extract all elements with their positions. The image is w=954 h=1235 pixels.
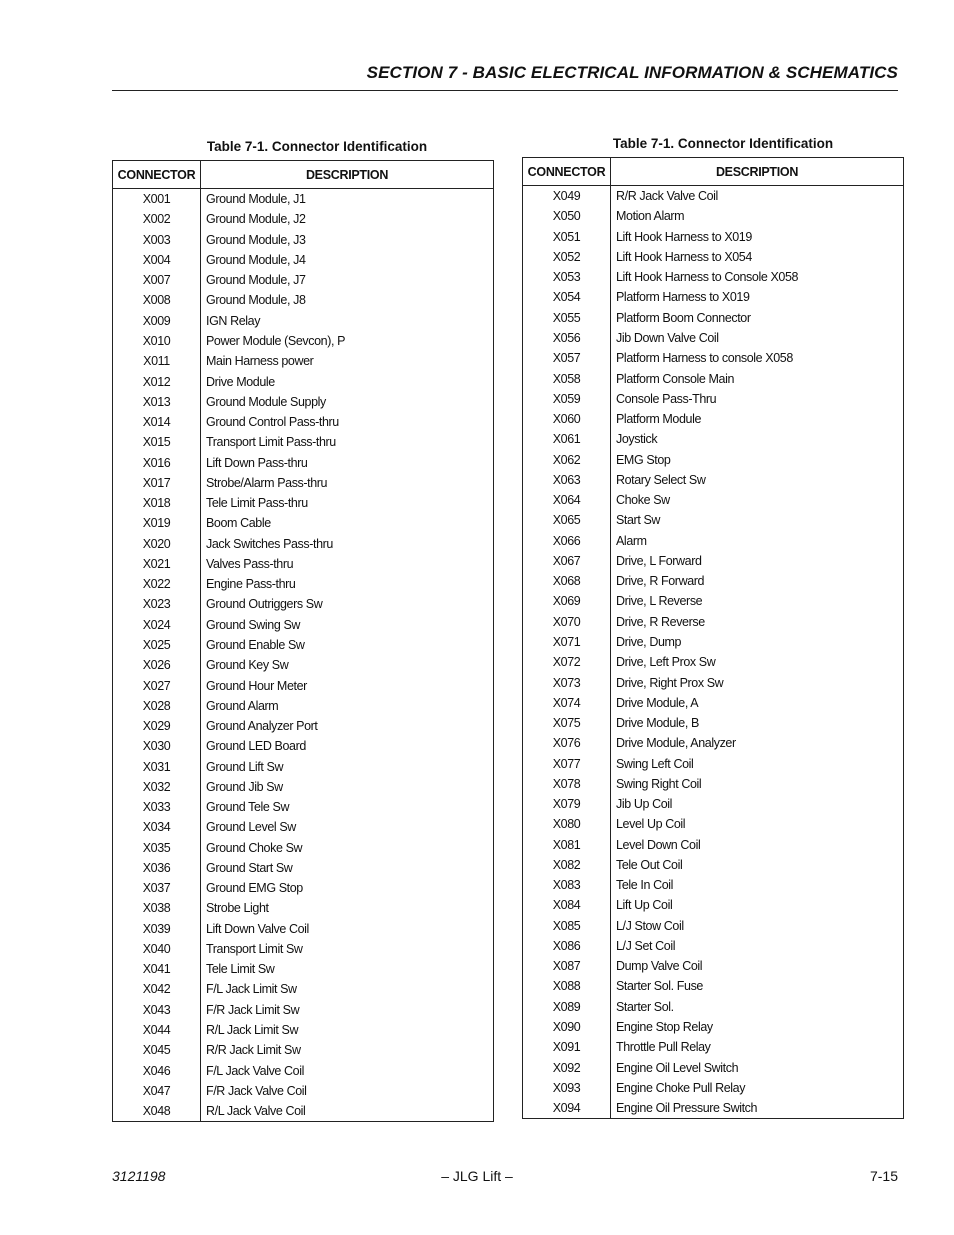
connector-id: X053: [523, 267, 611, 287]
table-row: [113, 716, 494, 736]
connector-description: Ground EMG Stop: [206, 881, 303, 896]
connector-description: Ground LED Board: [206, 739, 306, 754]
connector-description: EMG Stop: [616, 452, 671, 467]
table-row: [523, 247, 904, 267]
connector-description: Engine Choke Pull Relay: [616, 1080, 746, 1095]
connector-id: X060: [523, 409, 611, 429]
header-rule: [112, 90, 898, 91]
connector-id: X018: [113, 493, 201, 513]
connector-id: X055: [523, 308, 611, 328]
connector-id: X048: [113, 1101, 201, 1122]
connector-description: Tele Out Coil: [616, 857, 683, 872]
table-row: [113, 979, 494, 999]
connector-id: X064: [523, 490, 611, 510]
connector-id: X027: [113, 675, 201, 695]
connector-id: X080: [523, 814, 611, 834]
connector-id: X085: [523, 916, 611, 936]
table-row: [113, 736, 494, 756]
connector-description: Ground Module Supply: [206, 394, 326, 409]
connector-description: Level Up Coil: [616, 817, 686, 832]
connector-description: Drive, Dump: [616, 634, 682, 649]
connector-description: Ground Hour Meter: [206, 678, 307, 693]
connector-id: X017: [113, 473, 201, 493]
connector-id: X024: [113, 615, 201, 635]
connector-id: X010: [113, 331, 201, 351]
connector-description: L/J Stow Coil: [616, 918, 684, 933]
connector-id: X090: [523, 1017, 611, 1037]
left-table-block: [112, 138, 494, 1122]
table-row: [113, 311, 494, 331]
connector-id: X063: [523, 470, 611, 490]
connector-description: Swing Right Coil: [616, 776, 702, 791]
connector-description: Console Pass-Thru: [616, 391, 717, 406]
connector-description: Platform Console Main: [616, 371, 735, 386]
connector-column-header: CONNECTOR: [523, 158, 611, 186]
page-number: 7-15: [869, 1168, 898, 1184]
table-header-row: [113, 161, 494, 189]
table-row: [523, 227, 904, 247]
connector-description: Drive, R Reverse: [616, 614, 705, 629]
table-row: [113, 615, 494, 635]
connector-id: X002: [113, 209, 201, 229]
connector-description: Dump Valve Coil: [616, 959, 703, 974]
table-row: [113, 189, 494, 210]
connector-description: Tele Limit Sw: [206, 962, 275, 977]
connector-id: X084: [523, 895, 611, 915]
connector-id: X044: [113, 1020, 201, 1040]
connector-description: Engine Oil Pressure Switch: [616, 1101, 758, 1116]
connector-description: Power Module (Sevcon), P: [206, 333, 346, 348]
table-row: [113, 331, 494, 351]
connector-description: IGN Relay: [206, 313, 261, 328]
connector-description: Drive, R Forward: [616, 574, 705, 589]
connector-description: Ground Alarm: [206, 698, 279, 713]
connector-description: Drive Module, B: [616, 716, 699, 731]
table-row: [113, 371, 494, 391]
table-row: [113, 351, 494, 371]
table-row: [523, 206, 904, 226]
table-row: [113, 635, 494, 655]
connector-description: Transport Limit Sw: [206, 941, 303, 956]
connector-description: Jib Up Coil: [616, 797, 673, 812]
table-row: [523, 1057, 904, 1077]
table-row: [523, 186, 904, 207]
table-row: [523, 875, 904, 895]
connector-id: X003: [113, 230, 201, 250]
description-column-header: DESCRIPTION: [201, 161, 494, 189]
connector-description: Jib Down Valve Coil: [616, 330, 719, 345]
connector-description: Drive Module, Analyzer: [616, 736, 736, 751]
table-row: [523, 916, 904, 936]
connector-id: X008: [113, 290, 201, 310]
connector-id: X036: [113, 858, 201, 878]
connector-description: R/L Jack Limit Sw: [206, 1023, 299, 1038]
connector-description: R/R Jack Limit Sw: [206, 1043, 301, 1058]
table-row: [113, 392, 494, 412]
connector-id: X035: [113, 838, 201, 858]
connector-id: X021: [113, 554, 201, 574]
connector-id: X075: [523, 713, 611, 733]
table-row: [523, 693, 904, 713]
connector-description: Ground Module, J3: [206, 232, 306, 247]
table-row: [113, 473, 494, 493]
connector-description: Ground Enable Sw: [206, 637, 305, 652]
connector-description: Lift Hook Harness to Console X058: [616, 270, 799, 285]
connector-description: Motion Alarm: [616, 209, 685, 224]
connector-description: Tele In Coil: [616, 878, 674, 893]
connector-description: Lift Down Pass-thru: [206, 455, 308, 470]
connector-description: R/R Jack Valve Coil: [616, 189, 718, 204]
connector-description: F/R Jack Valve Coil: [206, 1083, 307, 1098]
table-row: [523, 733, 904, 753]
connector-id: X072: [523, 652, 611, 672]
connector-description: Engine Pass-thru: [206, 577, 296, 592]
table-row: [523, 449, 904, 469]
table-row: [113, 493, 494, 513]
connector-description: Drive, L Forward: [616, 553, 702, 568]
connector-id: X032: [113, 777, 201, 797]
table-row: [113, 898, 494, 918]
connector-id: X054: [523, 287, 611, 307]
table-row: [113, 655, 494, 675]
connector-description: Ground Start Sw: [206, 860, 293, 875]
table-row: [113, 594, 494, 614]
connector-id: X077: [523, 753, 611, 773]
table-row: [113, 919, 494, 939]
connector-description: Ground Module, J1: [206, 192, 306, 207]
connector-id: X092: [523, 1057, 611, 1077]
connector-id: X012: [113, 371, 201, 391]
connector-id: X062: [523, 449, 611, 469]
connector-id: X025: [113, 635, 201, 655]
table-row: [113, 1040, 494, 1060]
table-row: [523, 672, 904, 692]
table-row: [523, 774, 904, 794]
table-row: [523, 855, 904, 875]
table-row: [523, 409, 904, 429]
connector-id: X074: [523, 693, 611, 713]
connector-description: Tele Limit Pass-thru: [206, 496, 308, 511]
table-body: [523, 186, 904, 1119]
connector-description: Level Down Coil: [616, 837, 701, 852]
connector-id: X046: [113, 1060, 201, 1080]
connector-id: X091: [523, 1037, 611, 1057]
connector-id: X011: [113, 351, 201, 371]
connector-id: X001: [113, 189, 201, 210]
connector-description: Engine Stop Relay: [616, 1020, 713, 1035]
connector-description: Valves Pass-thru: [206, 556, 294, 571]
table-row: [523, 510, 904, 530]
connector-id: X030: [113, 736, 201, 756]
connector-column-header: CONNECTOR: [113, 161, 201, 189]
connector-id: X089: [523, 997, 611, 1017]
connector-description: L/J Set Coil: [616, 938, 676, 953]
connector-description: Drive Module, A: [616, 695, 699, 710]
connector-description: Ground Analyzer Port: [206, 719, 318, 734]
connector-description: Throttle Pull Relay: [616, 1040, 711, 1055]
table-row: [523, 956, 904, 976]
table-row: [113, 270, 494, 290]
connector-description: Ground Choke Sw: [206, 840, 303, 855]
table-caption: Table 7-1. Connector Identification: [206, 139, 428, 154]
table-row: [523, 429, 904, 449]
table-row: [113, 1060, 494, 1080]
table-row: [113, 574, 494, 594]
connector-id: X028: [113, 696, 201, 716]
table-row: [113, 838, 494, 858]
connector-description: Main Harness power: [206, 354, 314, 369]
connector-description: Swing Left Coil: [616, 756, 694, 771]
connector-description: Lift Hook Harness to X054: [616, 249, 752, 264]
connector-id: X081: [523, 835, 611, 855]
table-row: [113, 858, 494, 878]
table-row: [113, 696, 494, 716]
table-row: [523, 308, 904, 328]
connector-id: X004: [113, 250, 201, 270]
connector-id: X026: [113, 655, 201, 675]
table-row: [113, 554, 494, 574]
connector-id: X094: [523, 1098, 611, 1119]
connector-description: F/R Jack Limit Sw: [206, 1002, 300, 1017]
right-table-block: [522, 135, 904, 1119]
table-row: [113, 675, 494, 695]
connector-id: X009: [113, 311, 201, 331]
connector-description: R/L Jack Valve Coil: [206, 1104, 306, 1119]
table-row: [523, 753, 904, 773]
table-row: [113, 513, 494, 533]
table-row: [113, 209, 494, 229]
connector-id: X051: [523, 227, 611, 247]
connector-description: Start Sw: [616, 513, 661, 528]
connector-id: X058: [523, 368, 611, 388]
connector-description: Strobe Light: [206, 901, 269, 916]
connector-table-right: [522, 157, 904, 1119]
connector-id: X037: [113, 878, 201, 898]
connector-description: Starter Sol. Fuse: [616, 979, 703, 994]
connector-description: Platform Harness to X019: [616, 290, 750, 305]
connector-id: X041: [113, 959, 201, 979]
table-header-row: [523, 158, 904, 186]
table-row: [113, 939, 494, 959]
table-caption: Table 7-1. Connector Identification: [612, 136, 834, 151]
table-row: [113, 878, 494, 898]
table-row: [113, 777, 494, 797]
connector-description: Ground Module, J2: [206, 212, 306, 227]
table-row: [523, 652, 904, 672]
table-row: [113, 412, 494, 432]
connector-id: X078: [523, 774, 611, 794]
table-row: [523, 571, 904, 591]
table-row: [113, 432, 494, 452]
description-column-header: DESCRIPTION: [611, 158, 904, 186]
connector-id: X079: [523, 794, 611, 814]
table-row: [523, 287, 904, 307]
table-row: [113, 290, 494, 310]
connector-description: Engine Oil Level Switch: [616, 1060, 739, 1075]
table-row: [113, 230, 494, 250]
connector-description: Ground Module, J4: [206, 252, 306, 267]
connector-id: X034: [113, 817, 201, 837]
connector-id: X014: [113, 412, 201, 432]
table-row: [523, 1017, 904, 1037]
connector-id: X013: [113, 392, 201, 412]
connector-id: X029: [113, 716, 201, 736]
connector-description: Ground Lift Sw: [206, 759, 284, 774]
table-row: [523, 551, 904, 571]
table-row: [113, 1020, 494, 1040]
connector-id: X020: [113, 534, 201, 554]
connector-description: Choke Sw: [616, 493, 670, 508]
connector-description: Drive Module: [206, 374, 275, 389]
connector-description: Ground Key Sw: [206, 658, 289, 673]
connector-description: Lift Down Valve Coil: [206, 921, 309, 936]
connector-description: Platform Harness to console X058: [616, 351, 793, 366]
table-row: [113, 534, 494, 554]
connector-description: Ground Swing Sw: [206, 617, 301, 632]
connector-description: Lift Hook Harness to X019: [616, 229, 752, 244]
table-row: [113, 452, 494, 472]
connector-description: F/L Jack Valve Coil: [206, 1063, 304, 1078]
table-row: [523, 612, 904, 632]
connector-id: X042: [113, 979, 201, 999]
table-row: [113, 797, 494, 817]
connector-id: X015: [113, 432, 201, 452]
table-body: [113, 189, 494, 1122]
connector-id: X066: [523, 531, 611, 551]
table-row: [523, 835, 904, 855]
connector-description: Drive, Left Prox Sw: [616, 655, 716, 670]
connector-id: X022: [113, 574, 201, 594]
connector-description: Ground Module, J8: [206, 293, 306, 308]
table-row: [523, 713, 904, 733]
connector-id: X039: [113, 919, 201, 939]
connector-id: X070: [523, 612, 611, 632]
table-row: [113, 250, 494, 270]
connector-description: Starter Sol.: [616, 999, 674, 1014]
table-row: [523, 997, 904, 1017]
connector-description: Transport Limit Pass-thru: [206, 435, 336, 450]
connector-id: X059: [523, 389, 611, 409]
connector-id: X043: [113, 1000, 201, 1020]
table-row: [113, 959, 494, 979]
connector-description: Ground Tele Sw: [206, 800, 290, 815]
connector-description: Ground Jib Sw: [206, 779, 283, 794]
table-row: [523, 348, 904, 368]
connector-description: Drive, Right Prox Sw: [616, 675, 724, 690]
connector-id: X047: [113, 1081, 201, 1101]
table-row: [523, 591, 904, 611]
connector-id: X049: [523, 186, 611, 207]
table-row: [113, 1101, 494, 1122]
connector-id: X076: [523, 733, 611, 753]
connector-description: Ground Level Sw: [206, 820, 296, 835]
table-row: [523, 267, 904, 287]
connector-id: X068: [523, 571, 611, 591]
connector-id: X056: [523, 328, 611, 348]
connector-id: X040: [113, 939, 201, 959]
table-row: [113, 817, 494, 837]
connector-id: X093: [523, 1078, 611, 1098]
connector-description: Lift Up Coil: [616, 898, 673, 913]
connector-id: X033: [113, 797, 201, 817]
connector-description: Boom Cable: [206, 516, 271, 531]
connector-description: Platform Module: [616, 412, 702, 427]
connector-id: X052: [523, 247, 611, 267]
table-row: [523, 490, 904, 510]
connector-id: X083: [523, 875, 611, 895]
connector-id: X019: [113, 513, 201, 533]
connector-description: Strobe/Alarm Pass-thru: [206, 475, 328, 490]
connector-description: Drive, L Reverse: [616, 594, 703, 609]
connector-id: X061: [523, 429, 611, 449]
connector-description: Jack Switches Pass-thru: [206, 536, 333, 551]
table-row: [113, 1081, 494, 1101]
table-row: [523, 976, 904, 996]
table-row: [523, 531, 904, 551]
table-row: [523, 328, 904, 348]
connector-id: X038: [113, 898, 201, 918]
connector-description: Joystick: [616, 432, 658, 447]
connector-description: Ground Module, J7: [206, 273, 306, 288]
connector-description: Ground Outriggers Sw: [206, 597, 323, 612]
connector-id: X073: [523, 672, 611, 692]
connector-id: X050: [523, 206, 611, 226]
table-row: [523, 632, 904, 652]
table-row: [523, 936, 904, 956]
connector-id: X082: [523, 855, 611, 875]
table-row: [523, 814, 904, 834]
connector-id: X045: [113, 1040, 201, 1060]
table-row: [523, 1037, 904, 1057]
connector-table-left: [112, 160, 494, 1122]
connector-id: X007: [113, 270, 201, 290]
connector-id: X086: [523, 936, 611, 956]
connector-id: X069: [523, 591, 611, 611]
table-row: [523, 1098, 904, 1119]
table-row: [523, 794, 904, 814]
table-row: [113, 756, 494, 776]
connector-description: Alarm: [616, 533, 647, 548]
table-row: [523, 368, 904, 388]
connector-id: X071: [523, 632, 611, 652]
connector-description: Rotary Select Sw: [616, 472, 706, 487]
table-row: [523, 389, 904, 409]
connector-id: X031: [113, 756, 201, 776]
connector-description: Platform Boom Connector: [616, 310, 751, 325]
connector-id: X057: [523, 348, 611, 368]
connector-description: F/L Jack Limit Sw: [206, 982, 297, 997]
connector-id: X065: [523, 510, 611, 530]
doc-number: 3121198: [112, 1168, 166, 1184]
connector-id: X087: [523, 956, 611, 976]
connector-id: X067: [523, 551, 611, 571]
table-row: [523, 895, 904, 915]
table-row: [113, 1000, 494, 1020]
section-title: SECTION 7 - BASIC ELECTRICAL INFORMATION & SCHEMATICS: [366, 63, 898, 82]
connector-id: X088: [523, 976, 611, 996]
connector-description: Ground Control Pass-thru: [206, 415, 339, 430]
footer-brand: – JLG Lift –: [441, 1168, 513, 1184]
connector-id: X016: [113, 452, 201, 472]
table-row: [523, 470, 904, 490]
table-row: [523, 1078, 904, 1098]
connector-id: X023: [113, 594, 201, 614]
